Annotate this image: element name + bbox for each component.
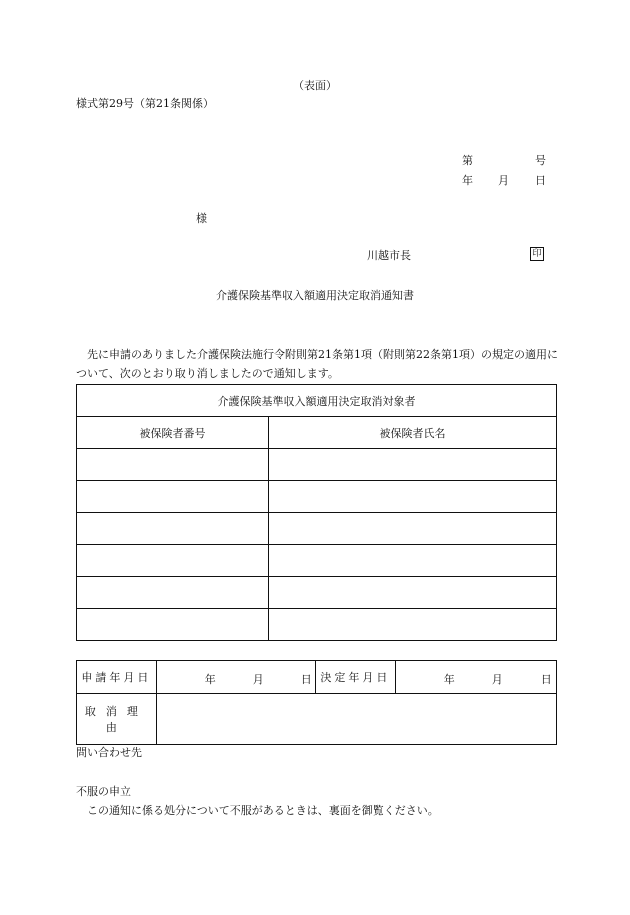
- application-date-field[interactable]: [156, 661, 315, 694]
- insured-number-cell[interactable]: [77, 609, 269, 641]
- contact-label: 問い合わせ先: [76, 746, 142, 759]
- col-insured-name: 被保険者氏名: [269, 417, 557, 449]
- issuer-name: 川越市長: [367, 249, 411, 262]
- form-number: 様式第29号（第21条関係）: [76, 97, 214, 110]
- issue-date-day: 日: [535, 174, 546, 187]
- document-title: 介護保険基準収入額適用決定取消通知書: [216, 289, 414, 302]
- target-table-heading: 介護保険基準収入額適用決定取消対象者: [77, 385, 557, 417]
- table-row: [77, 513, 557, 545]
- insured-number-cell[interactable]: [77, 545, 269, 577]
- application-date-month: 月: [252, 673, 264, 686]
- cancel-reason-label: 取消理由: [77, 694, 157, 745]
- insured-name-cell[interactable]: [269, 609, 557, 641]
- dates-row: [77, 661, 557, 694]
- col-insured-number: 被保険者番号: [77, 417, 269, 449]
- doc-number-prefix: 第: [462, 154, 473, 167]
- table-row: [77, 609, 557, 641]
- table-row: [77, 545, 557, 577]
- table-row: [77, 481, 557, 513]
- appeal-text: この通知に係る処分について不服があるときは、裏面を御覧ください。: [87, 804, 439, 817]
- application-date-year: 年: [204, 673, 216, 686]
- issue-date-month: 月: [498, 174, 509, 187]
- table-row: [77, 577, 557, 609]
- appeal-heading: 不服の申立: [76, 785, 131, 798]
- decision-date-day: 日: [540, 673, 552, 686]
- application-date-label: 申請年月日: [77, 661, 157, 694]
- cancel-reason-field[interactable]: [156, 694, 556, 745]
- insured-name-cell[interactable]: [269, 449, 557, 481]
- insured-name-cell[interactable]: [269, 481, 557, 513]
- decision-date-label: 決定年月日: [316, 661, 396, 694]
- request-info-table: [76, 660, 557, 745]
- insured-number-cell[interactable]: [77, 577, 269, 609]
- page-side-label: （表面）: [293, 79, 337, 92]
- insured-number-cell[interactable]: [77, 513, 269, 545]
- insured-name-cell[interactable]: [269, 577, 557, 609]
- decision-date-year: 年: [443, 673, 455, 686]
- insured-name-cell[interactable]: [269, 545, 557, 577]
- doc-number-suffix: 号: [535, 154, 546, 167]
- insured-name-cell[interactable]: [269, 513, 557, 545]
- target-persons-table: [76, 384, 557, 641]
- addressee-honorific: 様: [196, 212, 207, 225]
- application-date-day: 日: [300, 673, 312, 686]
- insured-number-cell[interactable]: [77, 449, 269, 481]
- table-header-row: [77, 417, 557, 449]
- cancel-reason-row: [77, 694, 557, 745]
- seal-mark: 印: [530, 247, 544, 261]
- decision-date-field[interactable]: [395, 661, 556, 694]
- table-row: [77, 449, 557, 481]
- body-paragraph: 先に申請のありました介護保険法施行令附則第21条第1項（附則第22条第1項）の規定の適用について、次のとおり取り消しましたので通知します。: [76, 348, 558, 380]
- insured-number-cell[interactable]: [77, 481, 269, 513]
- issue-date-year: 年: [462, 174, 473, 187]
- decision-date-month: 月: [491, 673, 503, 686]
- table-heading-row: [77, 385, 557, 417]
